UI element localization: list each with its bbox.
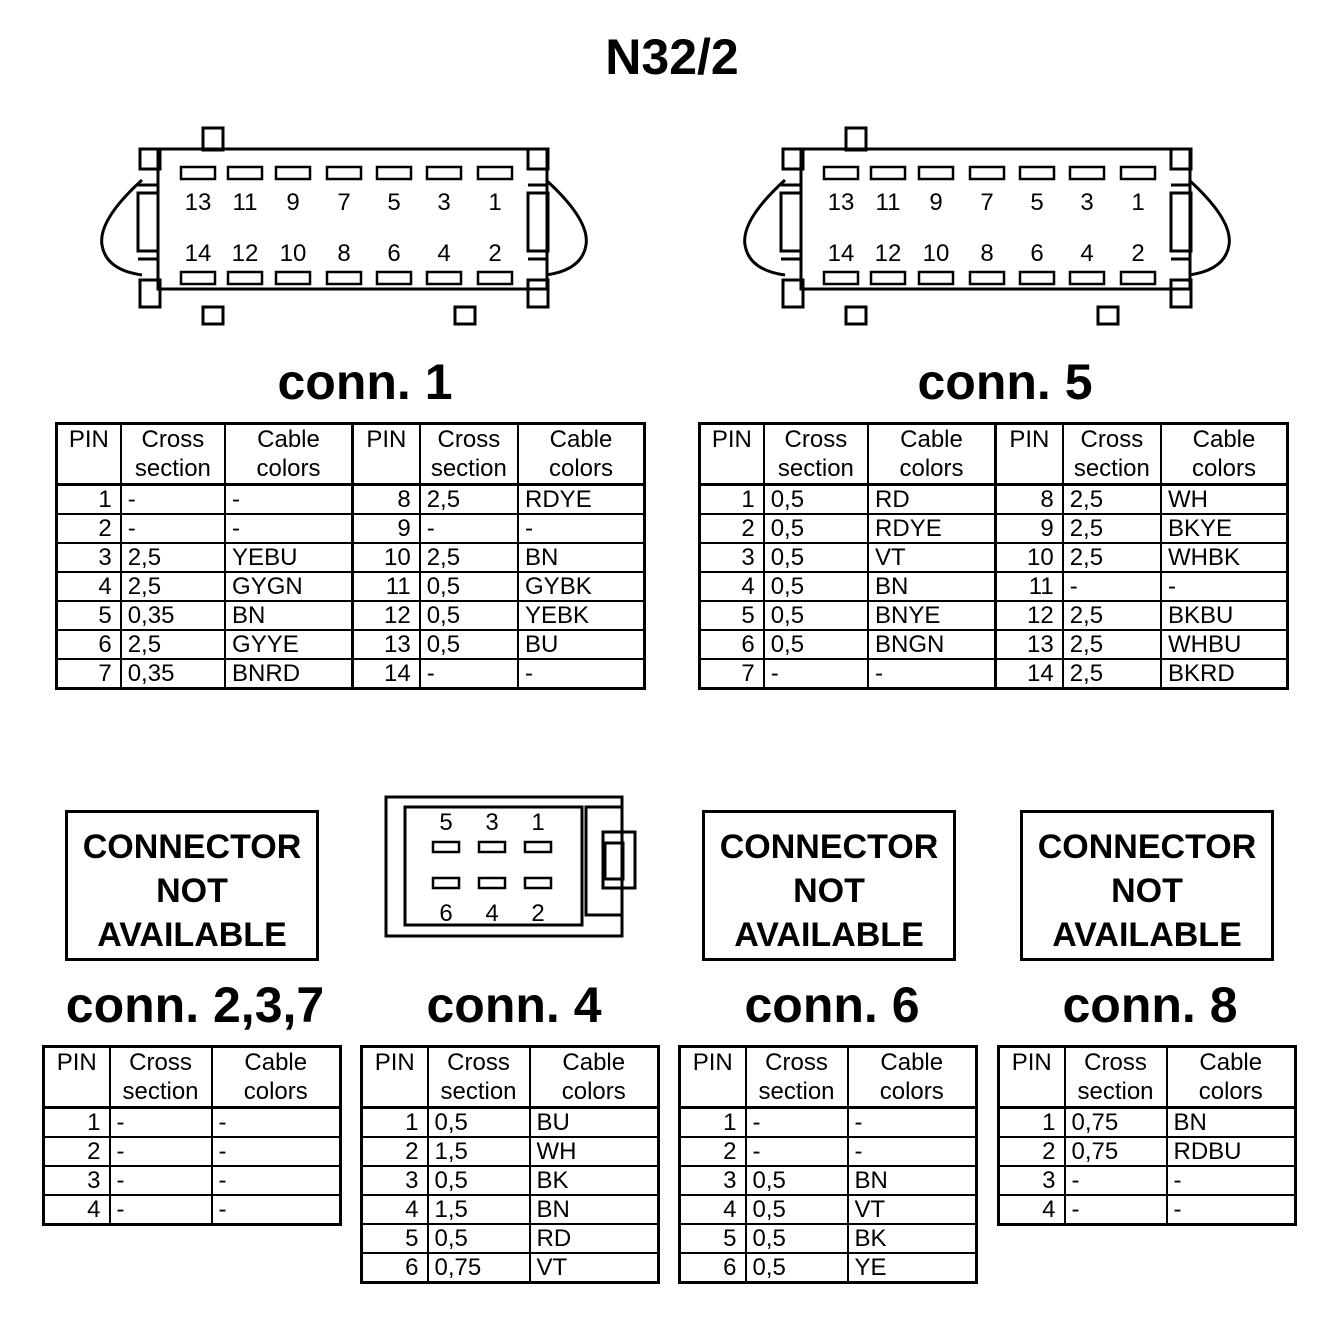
cable-color-cell: - — [1161, 572, 1287, 601]
pin-number-cell: 5 — [57, 601, 121, 630]
header-line: section — [430, 455, 507, 482]
conn-237-label: conn. 2,3,7 — [65, 977, 325, 1033]
cable-color-cell: VT — [848, 1195, 977, 1224]
cross-section-cell: 2,5 — [121, 630, 225, 659]
not-available-line1: CONNECTOR — [1037, 828, 1257, 866]
pin-label: 8 — [337, 240, 351, 267]
pin-number-cell: 10 — [352, 543, 419, 572]
conn-1-table — [55, 422, 646, 690]
pin-label: 12 — [874, 240, 902, 267]
cable-color-cell: - — [848, 1137, 977, 1166]
pin-number-cell: 2 — [362, 1137, 428, 1166]
pin-number-cell: 1 — [57, 485, 121, 515]
not-available-line1: CONNECTOR — [82, 828, 302, 866]
header-line: Cross — [447, 1049, 510, 1076]
pin-number-cell: 12 — [995, 601, 1062, 630]
pin-label: 4 — [485, 900, 499, 927]
pin-label: 8 — [980, 240, 994, 267]
cross-section-cell: 0,5 — [764, 514, 868, 543]
cross-section-cell: - — [746, 1137, 848, 1166]
pin-number-cell: 11 — [995, 572, 1062, 601]
pin-label: 14 — [827, 240, 855, 267]
conn-1-label: conn. 1 — [277, 354, 453, 410]
table-row — [700, 543, 1288, 572]
header-line: colors — [561, 1078, 626, 1105]
cross-section-cell: 0,5 — [764, 543, 868, 572]
header-pin: PIN — [700, 424, 764, 485]
connector-5-diagram — [741, 125, 1241, 330]
conn-6-label: conn. 6 — [744, 977, 920, 1033]
header-line: Cross — [1084, 1049, 1147, 1076]
pin-number-cell: 12 — [352, 601, 419, 630]
cross-section-cell: 0,5 — [764, 485, 868, 515]
conn-8-label: conn. 8 — [1062, 977, 1238, 1033]
table-row — [44, 1137, 341, 1166]
cable-color-cell: WHBK — [1161, 543, 1287, 572]
cable-color-cell: RD — [530, 1224, 659, 1253]
cross-section-cell: 2,5 — [420, 485, 518, 515]
pin-number-cell: 1 — [44, 1108, 110, 1138]
header-line: Cable — [1192, 426, 1256, 453]
pin-number-cell: 1 — [680, 1108, 746, 1138]
header-cross-section — [764, 424, 868, 485]
cable-color-cell: BN — [518, 543, 644, 572]
pin-number-cell: 13 — [352, 630, 419, 659]
header-line: colors — [879, 1078, 944, 1105]
pin-label: 2 — [488, 240, 502, 267]
cross-section-cell: - — [110, 1166, 212, 1195]
pin-label: 2 — [1131, 240, 1145, 267]
cross-section-cell: 0,5 — [764, 572, 868, 601]
header-line: section — [134, 455, 211, 482]
header-pin: PIN — [362, 1047, 428, 1108]
header-line: Cross — [141, 426, 205, 453]
conn-237-not-available — [65, 810, 319, 961]
header-line: Cable — [257, 426, 320, 453]
table-row — [999, 1108, 1296, 1138]
cable-color-cell: BU — [518, 630, 644, 659]
pin-label: 7 — [980, 189, 994, 216]
table-row — [362, 1166, 659, 1195]
pin-label: 14 — [184, 240, 212, 267]
header-cable-colors — [1167, 1047, 1296, 1108]
header-line: colors — [899, 455, 964, 482]
table-row — [57, 572, 645, 601]
cross-section-cell: 0,5 — [428, 1108, 530, 1138]
table-row — [57, 543, 645, 572]
cable-color-cell: RDYE — [868, 514, 995, 543]
table-row — [57, 659, 645, 689]
cross-section-cell: - — [110, 1195, 212, 1225]
header-line: colors — [256, 455, 321, 482]
table-row — [362, 1137, 659, 1166]
not-available-line2: NOT — [1111, 872, 1183, 910]
cable-color-cell: BN — [1167, 1108, 1296, 1138]
pin-number-cell: 1 — [999, 1108, 1065, 1138]
table-row — [700, 659, 1288, 689]
pin-label: 6 — [1030, 240, 1044, 267]
header-line: Cross — [784, 426, 848, 453]
cross-section-cell: 2,5 — [420, 543, 518, 572]
cable-color-cell: - — [225, 485, 352, 515]
pin-number-cell: 11 — [352, 572, 419, 601]
pin-label: 2 — [531, 900, 545, 927]
pin-number-cell: 4 — [680, 1195, 746, 1224]
pin-number-cell: 4 — [57, 572, 121, 601]
cross-section-cell: 1,5 — [428, 1137, 530, 1166]
cross-section-cell: 1,5 — [428, 1195, 530, 1224]
table-row — [680, 1195, 977, 1224]
pin-number-cell: 2 — [57, 514, 121, 543]
header-line: section — [777, 455, 854, 482]
cross-section-cell: - — [121, 485, 225, 515]
table-row — [999, 1166, 1296, 1195]
header-line: section — [440, 1078, 517, 1105]
table-row — [999, 1195, 1296, 1225]
header-cable-colors — [530, 1047, 659, 1108]
header-cable-colors — [848, 1047, 977, 1108]
pin-label: 9 — [286, 189, 300, 216]
pin-number-cell: 5 — [362, 1224, 428, 1253]
header-line: section — [1077, 1078, 1154, 1105]
pin-number-cell: 6 — [700, 630, 764, 659]
cable-color-cell: - — [868, 659, 995, 689]
cross-section-cell: - — [110, 1108, 212, 1138]
table-row — [680, 1137, 977, 1166]
cross-section-cell: - — [1065, 1195, 1167, 1225]
cable-color-cell: BK — [530, 1166, 659, 1195]
pin-number-cell: 5 — [680, 1224, 746, 1253]
cable-color-cell: YEBK — [518, 601, 644, 630]
cable-color-cell: GYYE — [225, 630, 352, 659]
header-line: Cross — [1080, 426, 1144, 453]
connector-4-diagram — [384, 795, 644, 940]
pin-number-cell: 1 — [362, 1108, 428, 1138]
cable-color-cell: WHBU — [1161, 630, 1287, 659]
header-line: section — [1073, 455, 1150, 482]
pin-label: 13 — [827, 189, 855, 216]
cross-section-cell: - — [1065, 1166, 1167, 1195]
cable-color-cell: VT — [530, 1253, 659, 1283]
cable-color-cell: BU — [530, 1108, 659, 1138]
pin-label: 11 — [875, 189, 901, 216]
conn-6-table — [678, 1045, 978, 1284]
header-line: Cable — [562, 1049, 626, 1076]
table-row — [57, 601, 645, 630]
table-row — [700, 630, 1288, 659]
cross-section-cell: - — [746, 1108, 848, 1138]
cable-color-cell: BN — [225, 601, 352, 630]
conn-4-table — [360, 1045, 660, 1284]
pin-number-cell: 3 — [680, 1166, 746, 1195]
cable-color-cell: - — [225, 514, 352, 543]
header-cable-colors — [1161, 424, 1287, 485]
cross-section-cell: 2,5 — [121, 543, 225, 572]
pin-label: 10 — [279, 240, 307, 267]
pin-number-cell: 5 — [700, 601, 764, 630]
pin-number-cell: 8 — [995, 485, 1062, 515]
pin-number-cell: 6 — [362, 1253, 428, 1283]
header-cross-section — [746, 1047, 848, 1108]
cable-color-cell: GYGN — [225, 572, 352, 601]
header-cross-section — [1065, 1047, 1167, 1108]
pin-number-cell: 7 — [700, 659, 764, 689]
cable-color-cell: BKBU — [1161, 601, 1287, 630]
cable-color-cell: BKYE — [1161, 514, 1287, 543]
pin-number-cell: 10 — [995, 543, 1062, 572]
cable-color-cell: RDBU — [1167, 1137, 1296, 1166]
pin-number-cell: 14 — [352, 659, 419, 689]
table-row — [680, 1253, 977, 1283]
pin-label: 4 — [1080, 240, 1094, 267]
cross-section-cell: 0,5 — [428, 1224, 530, 1253]
pin-label: 12 — [231, 240, 259, 267]
pin-label: 9 — [929, 189, 943, 216]
not-available-line1: CONNECTOR — [719, 828, 939, 866]
cable-color-cell: BN — [848, 1166, 977, 1195]
pin-label: 3 — [1080, 189, 1094, 216]
header-cable-colors — [212, 1047, 341, 1108]
pin-number-cell: 4 — [362, 1195, 428, 1224]
pin-label: 3 — [485, 809, 499, 836]
cross-section-cell: - — [110, 1137, 212, 1166]
cross-section-cell: 0,5 — [764, 630, 868, 659]
pin-label: 6 — [439, 900, 453, 927]
cross-section-cell: 0,5 — [746, 1224, 848, 1253]
header-line: Cable — [549, 426, 613, 453]
cross-section-cell: 0,35 — [121, 659, 225, 689]
header-line: Cable — [880, 1049, 944, 1076]
cable-color-cell: BNRD — [225, 659, 352, 689]
not-available-line3: AVAILABLE — [734, 916, 924, 954]
cable-color-cell: WH — [1161, 485, 1287, 515]
cable-color-cell: RDYE — [518, 485, 644, 515]
cross-section-cell: 2,5 — [1063, 630, 1161, 659]
header-line: Cable — [900, 426, 963, 453]
page-title: N32/2 — [605, 29, 739, 85]
pin-label: 5 — [1030, 189, 1044, 216]
header-cross-section — [420, 424, 518, 485]
cable-color-cell: YE — [848, 1253, 977, 1283]
cable-color-cell: BN — [868, 572, 995, 601]
not-available-line3: AVAILABLE — [97, 916, 287, 954]
cable-color-cell: BN — [530, 1195, 659, 1224]
header-pin: PIN — [44, 1047, 110, 1108]
header-pin: PIN — [352, 424, 419, 485]
pin-number-cell: 14 — [995, 659, 1062, 689]
header-pin: PIN — [680, 1047, 746, 1108]
header-pin: PIN — [999, 1047, 1065, 1108]
header-cross-section — [1063, 424, 1161, 485]
header-cable-colors — [518, 424, 644, 485]
header-line: colors — [1191, 455, 1257, 482]
pin-number-cell: 2 — [999, 1137, 1065, 1166]
cross-section-cell: 2,5 — [1063, 601, 1161, 630]
pin-number-cell: 3 — [57, 543, 121, 572]
cross-section-cell: 2,5 — [1063, 485, 1161, 515]
cable-color-cell: BNYE — [868, 601, 995, 630]
table-row — [700, 514, 1288, 543]
cross-section-cell: - — [1063, 572, 1161, 601]
header-cable-colors — [868, 424, 995, 485]
pin-number-cell: 3 — [362, 1166, 428, 1195]
pin-number-cell: 2 — [44, 1137, 110, 1166]
header-line: colors — [1198, 1078, 1263, 1105]
table-row — [44, 1195, 341, 1225]
pin-label: 1 — [531, 809, 545, 836]
cross-section-cell: - — [764, 659, 868, 689]
table-row — [680, 1166, 977, 1195]
pin-label: 3 — [437, 189, 451, 216]
header-line: Cable — [244, 1049, 308, 1076]
header-line: colors — [548, 455, 614, 482]
pin-number-cell: 3 — [700, 543, 764, 572]
table-row — [57, 485, 645, 515]
table-row — [362, 1108, 659, 1138]
header-cross-section — [110, 1047, 212, 1108]
cable-color-cell: RD — [868, 485, 995, 515]
header-line: Cross — [129, 1049, 192, 1076]
pin-label: 13 — [184, 189, 212, 216]
cross-section-cell: 0,75 — [1065, 1137, 1167, 1166]
conn-5-table — [698, 422, 1289, 690]
not-available-line2: NOT — [156, 872, 228, 910]
cable-color-cell: BK — [848, 1224, 977, 1253]
cross-section-cell: 0,5 — [746, 1166, 848, 1195]
table-row — [700, 601, 1288, 630]
cross-section-cell: 2,5 — [1063, 514, 1161, 543]
cable-color-cell: - — [212, 1137, 341, 1166]
pin-number-cell: 6 — [680, 1253, 746, 1283]
cross-section-cell: 2,5 — [1063, 543, 1161, 572]
header-line: section — [122, 1078, 199, 1105]
table-row — [44, 1108, 341, 1138]
pin-number-cell: 8 — [352, 485, 419, 515]
table-row — [57, 514, 645, 543]
table-row — [362, 1224, 659, 1253]
header-cross-section — [428, 1047, 530, 1108]
cross-section-cell: 0,75 — [428, 1253, 530, 1283]
cross-section-cell: 0,5 — [428, 1166, 530, 1195]
cable-color-cell: - — [212, 1195, 341, 1225]
conn-6-not-available — [702, 810, 956, 961]
cable-color-cell: - — [1167, 1166, 1296, 1195]
pin-number-cell: 7 — [57, 659, 121, 689]
header-line: Cross — [765, 1049, 828, 1076]
cross-section-cell: 0,5 — [746, 1253, 848, 1283]
pin-label: 7 — [337, 189, 351, 216]
cross-section-cell: 0,35 — [121, 601, 225, 630]
conn-8-table — [997, 1045, 1297, 1226]
header-line: Cable — [1199, 1049, 1263, 1076]
table-row — [999, 1137, 1296, 1166]
cable-color-cell: WH — [530, 1137, 659, 1166]
pin-label: 5 — [439, 809, 453, 836]
table-row — [57, 630, 645, 659]
conn-237-table — [42, 1045, 342, 1226]
cross-section-cell: 0,5 — [764, 601, 868, 630]
table-row — [680, 1108, 977, 1138]
cross-section-cell: 0,5 — [420, 630, 518, 659]
not-available-line3: AVAILABLE — [1052, 916, 1242, 954]
cable-color-cell: GYBK — [518, 572, 644, 601]
cable-color-cell: - — [848, 1108, 977, 1138]
cross-section-cell: 0,5 — [746, 1195, 848, 1224]
pin-number-cell: 9 — [352, 514, 419, 543]
cable-color-cell: - — [212, 1166, 341, 1195]
header-line: section — [758, 1078, 835, 1105]
pin-label: 10 — [922, 240, 950, 267]
pin-number-cell: 2 — [700, 514, 764, 543]
pin-label: 5 — [387, 189, 401, 216]
header-line: colors — [243, 1078, 308, 1105]
cross-section-cell: - — [121, 514, 225, 543]
pin-number-cell: 2 — [680, 1137, 746, 1166]
conn-8-not-available — [1020, 810, 1274, 961]
cable-color-cell: - — [518, 659, 644, 689]
cable-color-cell: - — [1167, 1195, 1296, 1225]
cross-section-cell: - — [420, 514, 518, 543]
header-line: Cross — [437, 426, 501, 453]
pin-number-cell: 4 — [999, 1195, 1065, 1225]
table-row — [700, 572, 1288, 601]
pin-number-cell: 9 — [995, 514, 1062, 543]
pin-label: 6 — [387, 240, 401, 267]
pin-label: 1 — [488, 189, 502, 216]
pin-number-cell: 4 — [44, 1195, 110, 1225]
cross-section-cell: - — [420, 659, 518, 689]
cross-section-cell: 0,75 — [1065, 1108, 1167, 1138]
pin-label: 4 — [437, 240, 451, 267]
cable-color-cell: - — [212, 1108, 341, 1138]
connector-1-diagram — [98, 125, 598, 330]
pin-number-cell: 3 — [44, 1166, 110, 1195]
pin-label: 1 — [1131, 189, 1145, 216]
cross-section-cell: 2,5 — [121, 572, 225, 601]
pin-number-cell: 13 — [995, 630, 1062, 659]
cable-color-cell: BNGN — [868, 630, 995, 659]
table-row — [362, 1253, 659, 1283]
pin-label: 11 — [232, 189, 258, 216]
conn-5-label: conn. 5 — [917, 354, 1093, 410]
cross-section-cell: 0,5 — [420, 572, 518, 601]
pin-number-cell: 6 — [57, 630, 121, 659]
pin-number-cell: 3 — [999, 1166, 1065, 1195]
conn-4-label: conn. 4 — [426, 977, 602, 1033]
cable-color-cell: BKRD — [1161, 659, 1287, 689]
pin-number-cell: 4 — [700, 572, 764, 601]
cross-section-cell: 0,5 — [420, 601, 518, 630]
table-row — [680, 1224, 977, 1253]
cable-color-cell: VT — [868, 543, 995, 572]
table-row — [700, 485, 1288, 515]
cross-section-cell: 2,5 — [1063, 659, 1161, 689]
pin-number-cell: 1 — [700, 485, 764, 515]
not-available-line2: NOT — [793, 872, 865, 910]
cable-color-cell: YEBU — [225, 543, 352, 572]
table-row — [362, 1195, 659, 1224]
header-cross-section — [121, 424, 225, 485]
table-row — [44, 1166, 341, 1195]
header-pin: PIN — [57, 424, 121, 485]
header-pin: PIN — [995, 424, 1062, 485]
cable-color-cell: - — [518, 514, 644, 543]
header-cable-colors — [225, 424, 352, 485]
